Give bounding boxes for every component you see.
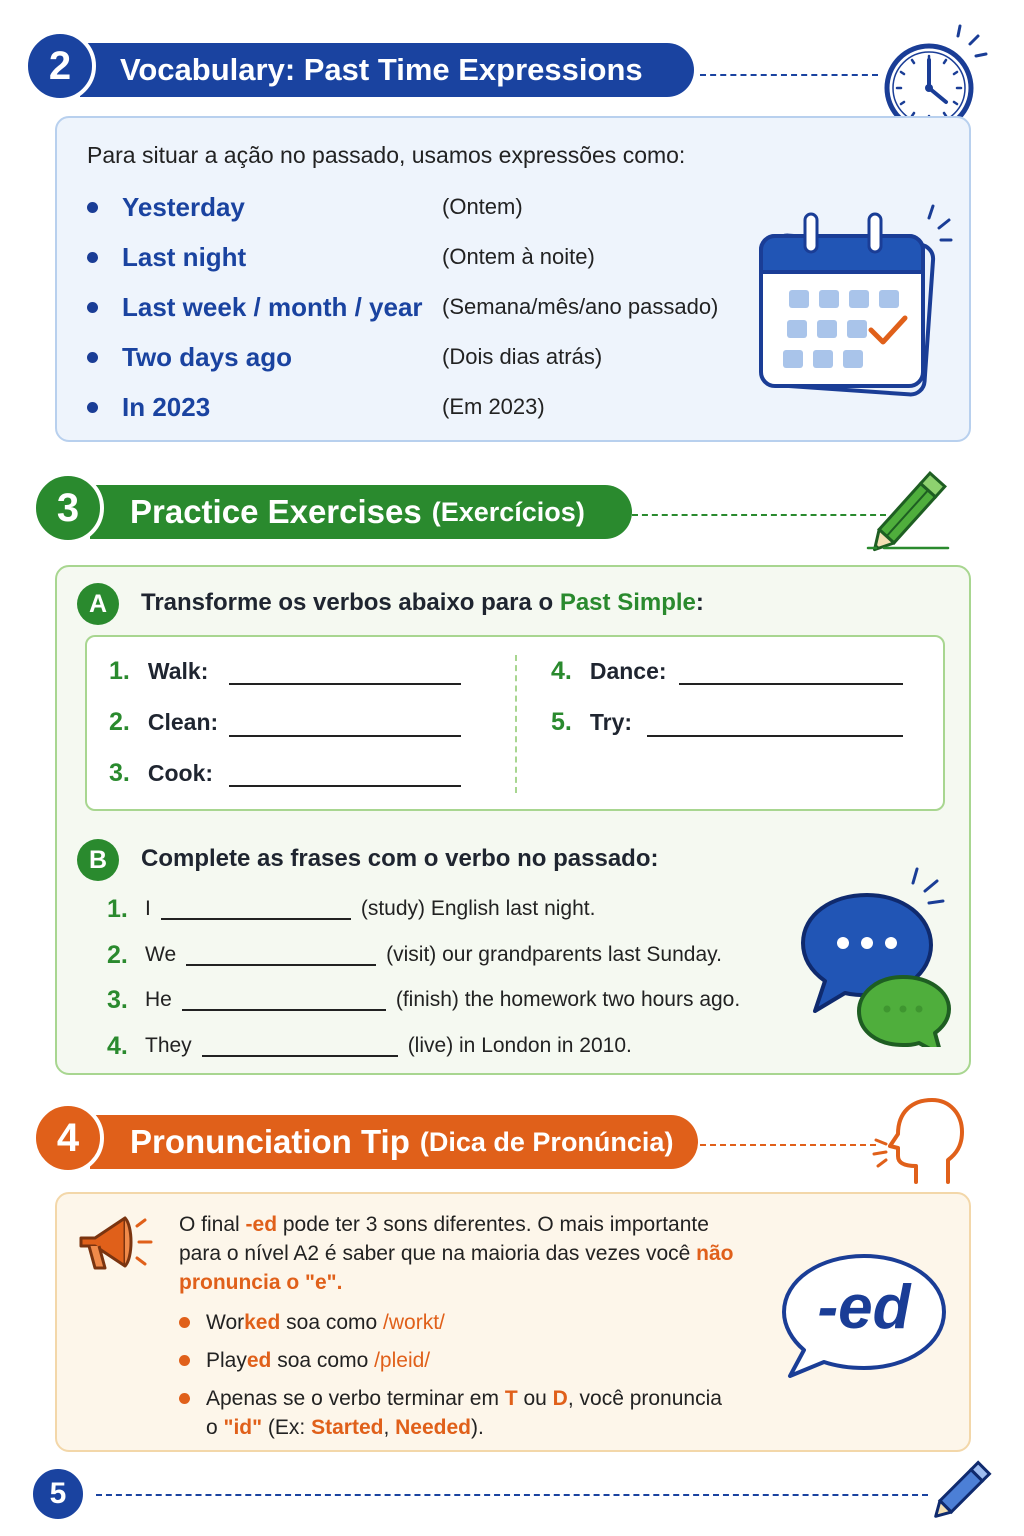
answer-blank[interactable] [647,735,903,737]
text-ed: -ed [245,1213,278,1236]
section-5-number: 5 [30,1466,86,1522]
vocabulary-box [55,116,971,442]
bullet-dot [87,252,98,263]
pencil-icon [928,1452,1000,1524]
section-4-number: 4 [32,1102,104,1174]
bullet-dot [87,202,98,213]
answer-blank[interactable] [161,918,351,920]
paragraph-line [179,1268,799,1297]
answer-blank[interactable] [229,683,461,685]
answer-blank[interactable] [229,735,461,737]
practice-box [55,565,971,1075]
pronunciation-bullet [179,1346,430,1375]
text: Play [206,1349,247,1372]
vocab-term: Yesterday [122,191,245,222]
item-number: 2. [107,940,128,969]
vocab-translation: (Semana/mês/ano passado) [442,294,719,319]
column-divider [515,655,517,793]
section-2-title: Vocabulary: Past Time Expressions [120,52,643,87]
exercise-a-title-suffix: : [695,589,704,616]
text-highlight: T [504,1387,518,1410]
exercise-a-title-text: Transforme os verbos abaixo para o [141,589,560,616]
phonetic: /workt/ [383,1311,445,1334]
text-highlight: "id" [223,1416,263,1439]
exercise-a-item [109,704,218,740]
chat-bubbles-icon [797,857,957,1047]
item-word: Try: [589,708,633,735]
section-3-title-banner [90,485,632,539]
pencil-icon [862,458,962,558]
section-2-number: 2 [24,30,96,102]
bullet-dot [179,1317,190,1328]
pronunciation-bullet [179,1308,445,1337]
text-highlight: Needed [395,1416,471,1439]
vocabulary-intro: Para situar a ação no passado, usamos expressões como: [87,142,686,168]
item-number: 3. [107,985,128,1014]
text-highlight: ed [246,1349,272,1372]
item-number: 3. [109,758,130,787]
item-word: Dance: [589,657,667,684]
pronunciation-box [55,1192,971,1452]
exercise-a-title [141,589,704,617]
section-4-title-banner [90,1115,698,1169]
vocab-term: Last week / month / year [122,291,423,322]
sentence-rest: (finish) the homework two hours ago. [395,988,741,1011]
vocab-translation: (Em 2023) [442,394,545,419]
exercise-a-badge: A [77,583,119,625]
vocab-item [87,287,718,327]
vocab-translation: (Ontem à noite) [442,244,595,269]
section-4-subtitle: (Dica de Pronúncia) [419,1126,674,1157]
text: soa como [280,1311,384,1334]
bullet-text [206,1308,445,1337]
section-3-divider [632,514,886,516]
section-4-divider [700,1144,876,1146]
sentence-subject: He [145,988,172,1011]
sentence-subject: We [145,943,177,966]
text: , você pronuncia [567,1387,722,1410]
text: , [383,1416,396,1439]
item-word: Clean: [147,708,219,735]
answer-blank[interactable] [229,785,461,787]
answer-blank[interactable] [182,1009,386,1011]
bullet-dot [87,402,98,413]
item-number: 2. [109,707,130,736]
pronunciation-bullet [179,1384,779,1442]
text: pode ter 3 sons diferentes. O mais importante [277,1213,709,1236]
section-3-number: 3 [32,472,104,544]
ed-speech-bubble [779,1252,949,1380]
item-number: 1. [109,656,130,685]
megaphone-icon [71,1208,155,1282]
sentence-rest: (visit) our grandparents last Sunday. [386,943,722,966]
item-number: 4. [107,1031,128,1060]
calendar-icon [753,200,953,410]
text: o [206,1416,224,1439]
answer-blank[interactable] [679,683,903,685]
vocab-item [87,187,523,227]
section-2-title-banner [80,43,694,97]
exercise-b-title: Complete as frases com o verbo no passado: [141,845,659,872]
ed-bubble-text: -ed [817,1273,911,1342]
bullet-text [206,1346,430,1375]
exercise-a-box [85,635,945,811]
sentence-subject: They [145,1034,192,1057]
sentence-subject: I [145,897,151,920]
vocab-item [87,387,545,427]
text-highlight: Started [311,1416,384,1439]
vocab-item [87,237,595,277]
text-highlight: pronuncia o "e". [179,1271,343,1294]
vocab-term: In 2023 [122,391,211,422]
sentence-rest: (live) in London in 2010. [407,1034,632,1057]
exercise-a-title-highlight: Past Simple [559,589,696,616]
item-word: Cook: [147,759,214,786]
sentence-rest: (study) English last night. [360,897,596,920]
text-highlight: D [552,1387,568,1410]
text-nao: não [696,1242,734,1265]
paragraph-line [179,1210,799,1239]
exercise-b-sentence [107,1028,632,1064]
bullet-dot [87,302,98,313]
bullet-text [206,1384,722,1442]
text-highlight: ked [244,1311,281,1334]
vocab-item [87,337,602,377]
text: (Ex: [262,1416,312,1439]
item-word: Walk: [147,657,209,684]
phonetic: /pleid/ [374,1349,431,1372]
text: ). [471,1416,484,1439]
section-5-divider [96,1494,928,1496]
answer-blank[interactable] [202,1055,398,1057]
item-number: 4. [551,656,572,685]
item-number: 1. [107,894,128,923]
item-number: 5. [551,707,572,736]
text: soa como [271,1349,375,1372]
vocab-translation: (Dois dias atrás) [442,344,603,369]
text: para o nível A2 é saber que na maioria das vezes você [179,1242,697,1265]
section-3-title: Practice Exercises [130,493,422,530]
speaking-head-icon [866,1094,966,1186]
section-2-divider [700,74,878,76]
exercise-b-badge: B [77,839,119,881]
bullet-dot [87,352,98,363]
vocab-term: Two days ago [122,341,292,372]
section-4-title: Pronunciation Tip [130,1123,410,1160]
exercise-a-item [109,653,208,689]
exercise-a-item [551,704,632,740]
vocab-term: Last night [122,241,247,272]
exercise-b-sentence [107,937,722,973]
exercise-b-sentence [107,891,595,927]
vocab-translation: (Ontem) [442,194,523,219]
pronunciation-paragraph [179,1210,799,1297]
exercise-b-sentence [107,982,740,1018]
text: Wor [206,1311,245,1334]
bullet-dot [179,1393,190,1404]
paragraph-line [179,1239,799,1268]
exercise-a-item [109,755,213,791]
text: Apenas se o verbo terminar em [206,1387,505,1410]
text: O final [179,1213,246,1236]
exercise-a-item [551,653,667,689]
section-3-subtitle: (Exercícios) [431,496,585,527]
bullet-dot [179,1355,190,1366]
text: ou [517,1387,553,1410]
answer-blank[interactable] [186,964,376,966]
